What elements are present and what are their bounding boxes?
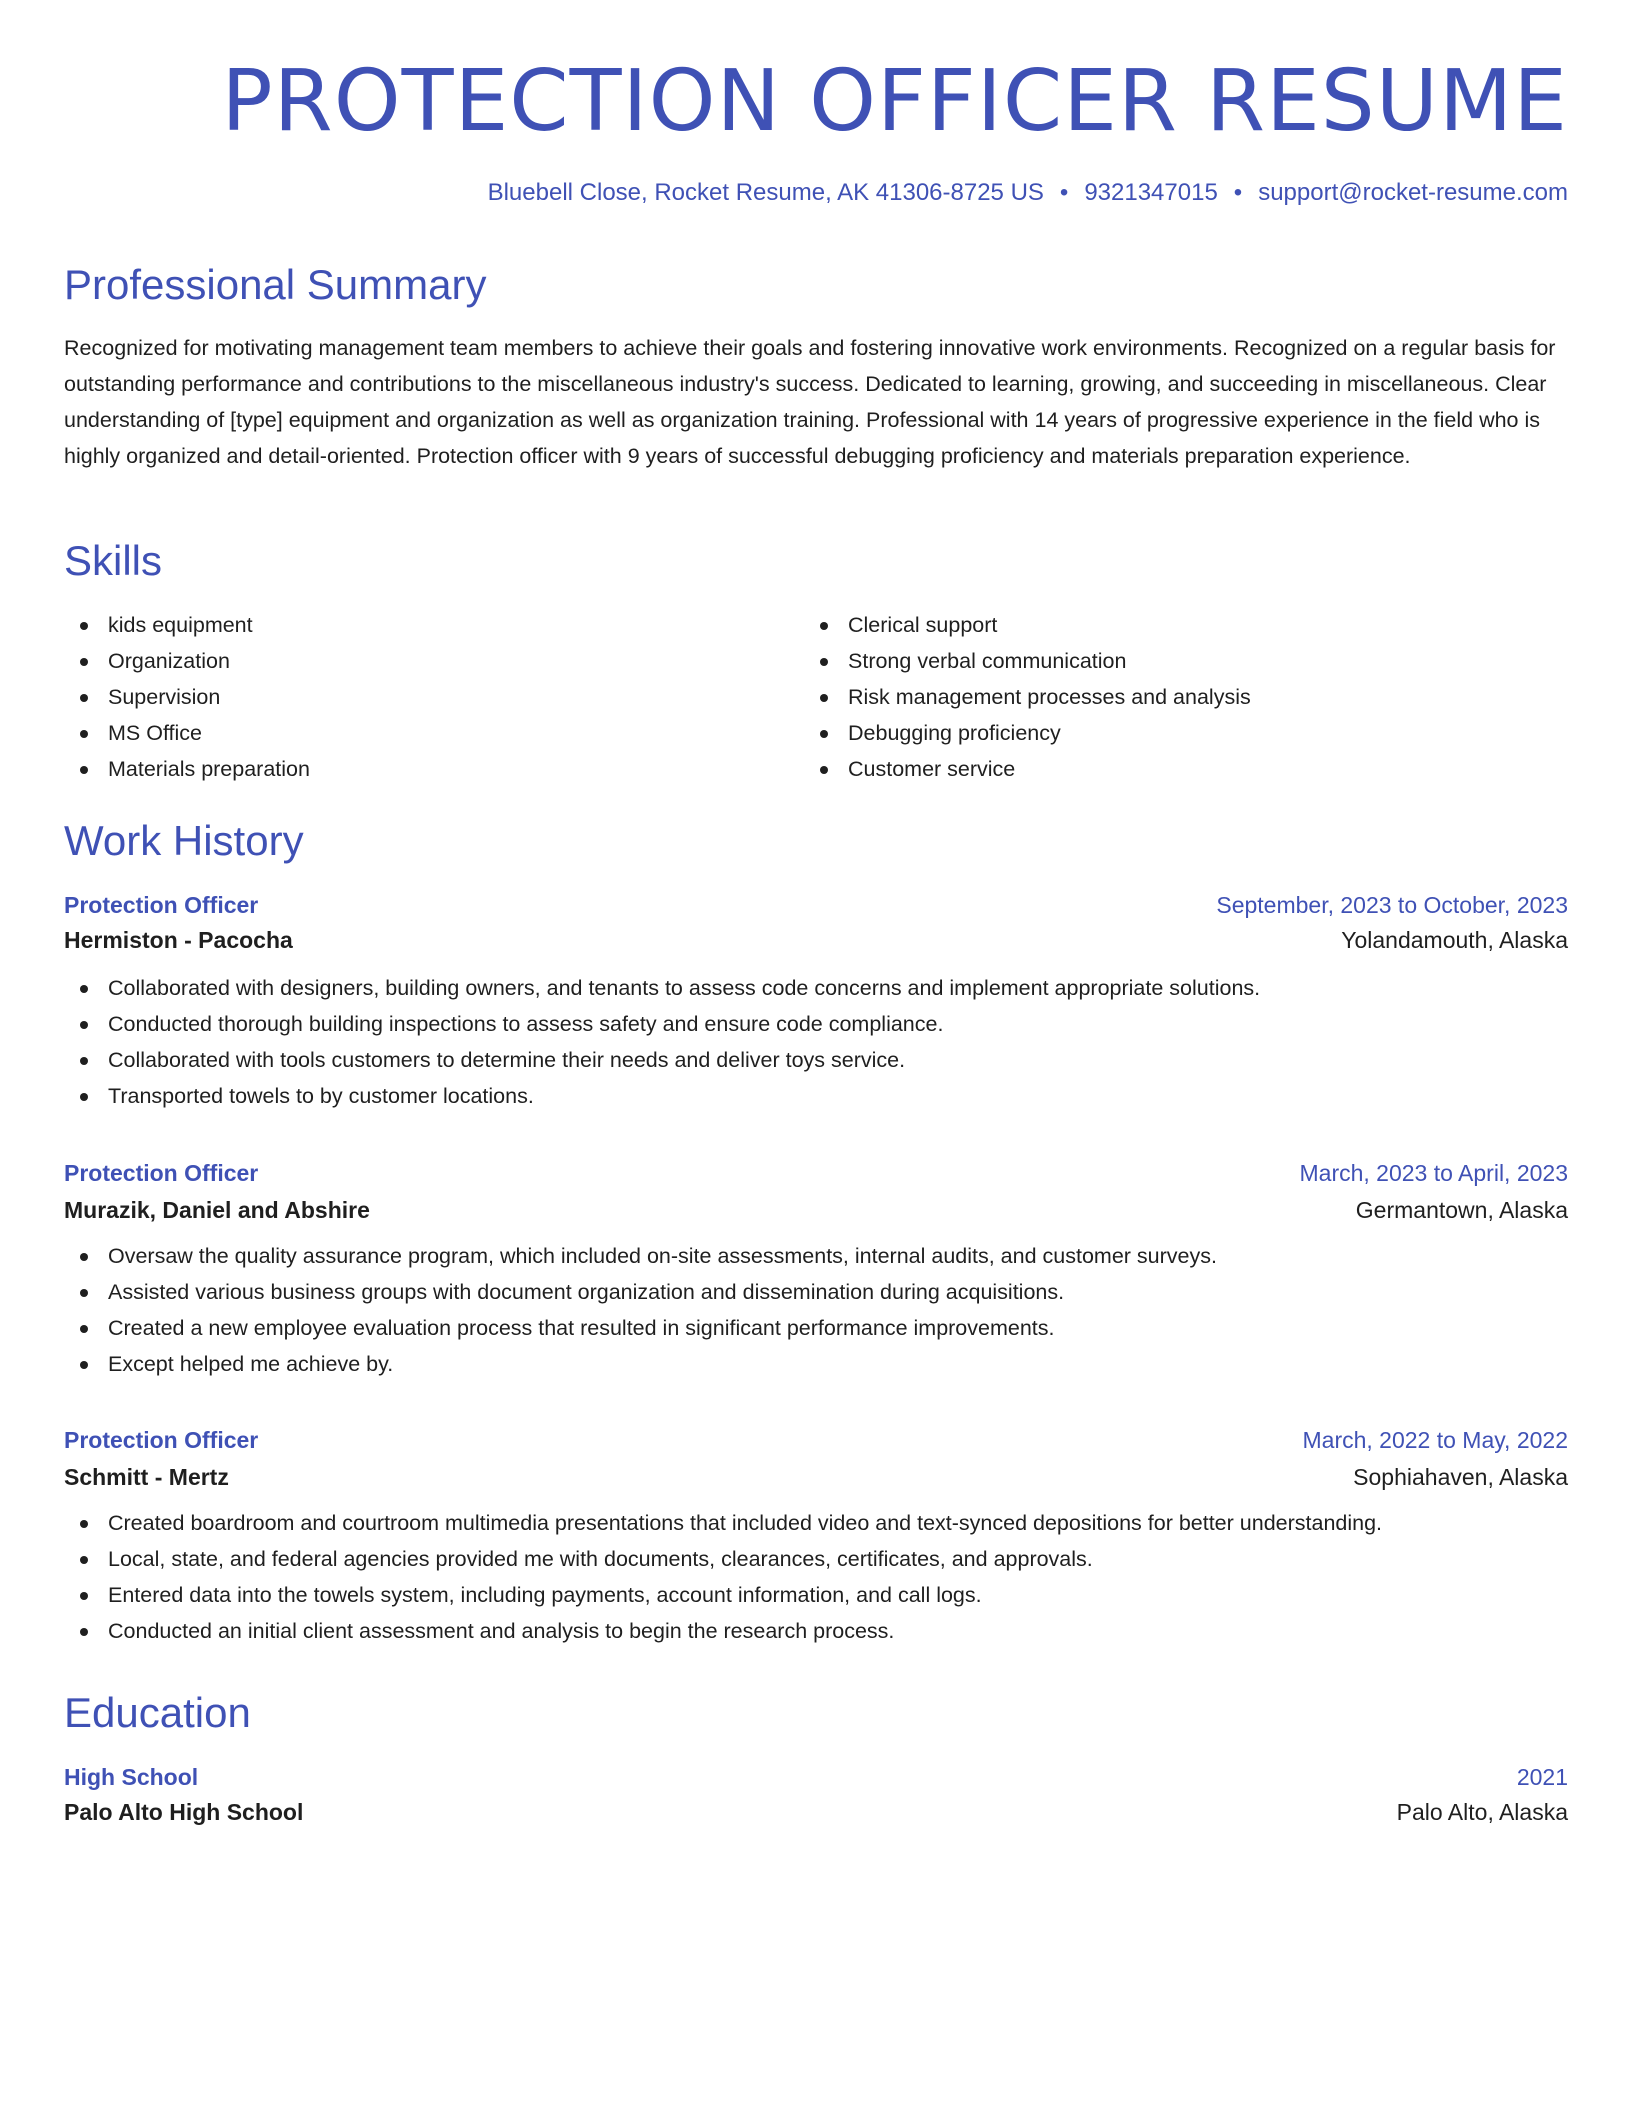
job-entry	[64, 1425, 1568, 1649]
job-location: Yolandamouth, Alaska	[1341, 927, 1568, 953]
contact-phone: 9321347015	[1084, 179, 1218, 206]
skills-list	[64, 607, 1568, 787]
work-heading: Work History	[64, 817, 304, 864]
job-location: Sophiahaven, Alaska	[1353, 1464, 1568, 1490]
skill-item: Supervision	[64, 679, 804, 715]
education-degree: High School	[64, 1764, 199, 1790]
education-entry	[64, 1762, 1568, 1828]
skill-item: Risk management processes and analysis	[804, 679, 1544, 715]
job-bullets	[64, 1238, 1568, 1382]
skills-heading: Skills	[64, 537, 163, 584]
job-dates: September, 2023 to October, 2023	[1216, 892, 1568, 918]
skill-item: Debugging proficiency	[804, 715, 1544, 751]
education-school: Palo Alto High School	[64, 1799, 304, 1825]
summary-heading: Professional Summary	[64, 261, 487, 308]
education-heading: Education	[64, 1689, 251, 1736]
job-bullets	[64, 1505, 1568, 1649]
job-header	[64, 890, 1568, 920]
job-bullet: Assisted various business groups with document organization and dissemination during acquisitions.	[64, 1274, 1568, 1310]
job-title: Protection Officer	[64, 1427, 259, 1453]
contact-separator: •	[1233, 179, 1243, 206]
education-location: Palo Alto, Alaska	[1396, 1799, 1568, 1825]
job-bullet: Local, state, and federal agencies provided me with documents, clearances, certificates, and approvals.	[64, 1541, 1568, 1577]
job-bullet: Except helped me achieve by.	[64, 1346, 1568, 1382]
education-header	[64, 1762, 1568, 1792]
skill-item: Materials preparation	[64, 751, 804, 787]
education-year: 2021	[1516, 1764, 1568, 1790]
skill-item: Clerical support	[804, 607, 1544, 643]
job-bullet: Entered data into the towels system, including payments, account information, and call logs.	[64, 1577, 1568, 1613]
job-subheader	[64, 1461, 1568, 1493]
job-dates: March, 2023 to April, 2023	[1299, 1160, 1568, 1186]
education-subheader	[64, 1796, 1568, 1828]
job-header	[64, 1425, 1568, 1455]
job-company: Hermiston - Pacocha	[64, 927, 293, 953]
job-bullets	[64, 970, 1568, 1114]
job-bullet: Conducted thorough building inspections to assess safety and ensure code compliance.	[64, 1006, 1568, 1042]
skills-column-left	[64, 607, 804, 787]
skill-item: Organization	[64, 643, 804, 679]
job-entry	[64, 1158, 1568, 1382]
job-entry	[64, 890, 1568, 1114]
job-location: Germantown, Alaska	[1355, 1197, 1568, 1223]
skill-item: Strong verbal communication	[804, 643, 1544, 679]
contact-line	[64, 178, 1568, 208]
job-title: Protection Officer	[64, 1160, 259, 1186]
job-bullet: Created a new employee evaluation process that resulted in significant performance improvements.	[64, 1310, 1568, 1346]
job-company: Schmitt - Mertz	[64, 1464, 229, 1490]
contact-address: Bluebell Close, Rocket Resume, AK 41306-8725 US	[487, 179, 1044, 206]
skill-item: kids equipment	[64, 607, 804, 643]
contact-email: support@rocket-resume.com	[1258, 179, 1568, 206]
contact-separator: •	[1059, 179, 1069, 206]
skills-column-right	[804, 607, 1544, 787]
skill-item: MS Office	[64, 715, 804, 751]
resume-title: PROTECTION OFFICER RESUME	[221, 52, 1568, 151]
job-header	[64, 1158, 1568, 1188]
job-company: Murazik, Daniel and Abshire	[64, 1197, 370, 1223]
job-title: Protection Officer	[64, 892, 259, 918]
job-bullet: Collaborated with designers, building owners, and tenants to assess code concerns and implement appropriate solutions.	[64, 970, 1568, 1006]
skill-item: Customer service	[804, 751, 1544, 787]
job-bullet: Transported towels to by customer locations.	[64, 1078, 1568, 1114]
job-bullet: Conducted an initial client assessment and analysis to begin the research process.	[64, 1613, 1568, 1649]
job-subheader	[64, 924, 1568, 956]
job-dates: March, 2022 to May, 2022	[1302, 1427, 1568, 1453]
summary-text: Recognized for motivating management team members to achieve their goals and fostering innovative work environments. Recognized on a regular basis for outstanding performance and contributions to the miscellaneous industry's success. Dedicated to learning, growing, and succeeding in miscellaneous. Clear understanding of [type] equipment and organization as well as organization training. Professional with 14 years of progressive experience in the field who is highly organized and detail-oriented. Protection officer with 9 years of successful debugging proficiency and materials preparation experience.	[64, 336, 1556, 468]
job-bullet: Collaborated with tools customers to determine their needs and deliver toys service.	[64, 1042, 1568, 1078]
job-bullet: Oversaw the quality assurance program, which included on-site assessments, internal audits, and customer surveys.	[64, 1238, 1568, 1274]
job-bullet: Created boardroom and courtroom multimedia presentations that included video and text-synced depositions for better understanding.	[64, 1505, 1568, 1541]
job-subheader	[64, 1194, 1568, 1226]
